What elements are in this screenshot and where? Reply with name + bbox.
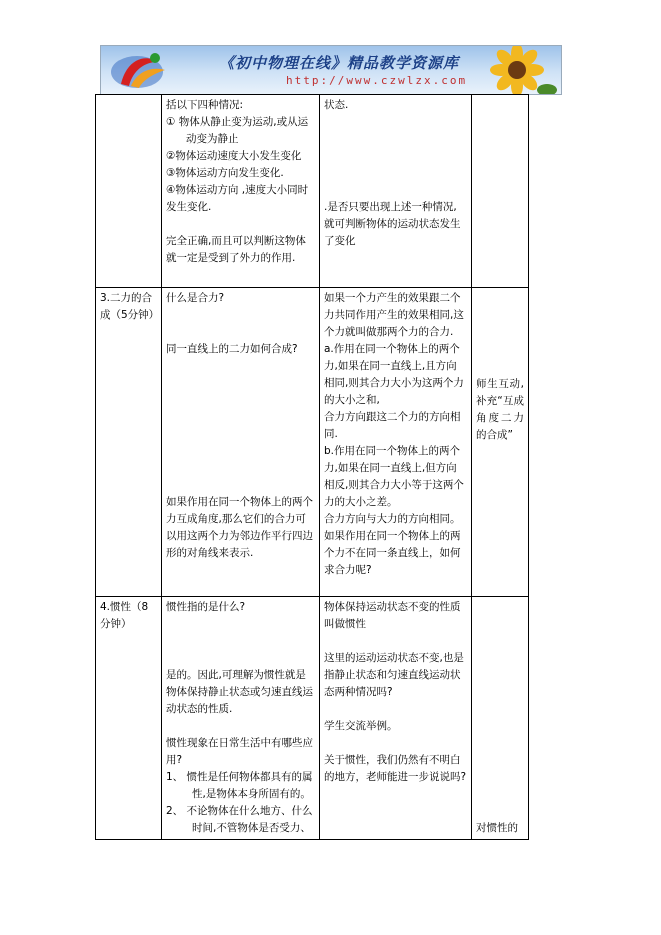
cell-student: 如果一个力产生的效果跟二个力共同作用产生的效果相同,这个力就叫做那两个力的合力. a.作用在同一个物体上的两个力,如果在同一直线上,且方向相同,则其合力大小为这两个力的大小之和, 合力方向跟这二个力的方向相同. b.作用在同一个物体上的两个力,如果在同一直线上,但方向相反,则其合力大小等于这两个力的大小之差。 合力方向与大力的方向相同。 如果作用在同一个物体上的两个力不在同一条直线上，如何求合力呢? bbox=[320, 288, 472, 597]
lesson-table bbox=[95, 94, 529, 840]
cell-section bbox=[96, 95, 162, 288]
cell-teacher: 括以下四种情况: ① 物体从静止变为运动,或从运动变为静止 ②物体运动速度大小发生变化 ③物体运动方向发生变化. ④物体运动方向 ,速度大小同时发生变化. 完全正确,而且可以判断这物体就一定是受到了外力的作用. bbox=[162, 95, 320, 288]
cell-teacher: 什么是合力? 同一直线上的二力如何合成? 如果作用在同一个物体上的两个力互成角度,那么它们的合力可以用这两个力为邻边作平行四边形的对角线来表示. bbox=[162, 288, 320, 597]
cell-notes: 对惯性的 bbox=[472, 597, 529, 840]
cell-notes bbox=[472, 95, 529, 288]
table-row bbox=[96, 288, 529, 597]
cell-section: 4.惯性（8分钟） bbox=[96, 597, 162, 840]
header-banner bbox=[100, 45, 562, 95]
site-logo bbox=[107, 48, 177, 92]
cell-notes: 师生互动,补充“互成角度二力的合成” bbox=[472, 288, 529, 597]
table-row bbox=[96, 95, 529, 288]
cell-student: 状态. .是否只要出现上述一种情况,就可判断物体的运动状态发生了变化 bbox=[320, 95, 472, 288]
site-title: 《初中物理在线》精品教学资源库 bbox=[219, 54, 460, 72]
cell-section: 3.二力的合成（5分钟） bbox=[96, 288, 162, 597]
table-row bbox=[96, 597, 529, 840]
cell-student: 物体保持运动状态不变的性质叫做惯性 这里的运动运动状态不变,也是指静止状态和匀速直线运动状态两种情况吗? 学生交流举例。 关于惯性，我们仍然有不明白的地方，老师能进一步说说吗? bbox=[320, 597, 472, 840]
sunflower-icon bbox=[477, 45, 557, 95]
cell-teacher: 惯性指的是什么? 是的。因此,可理解为惯性就是物体保持静止状态或匀速直线运动状态的性质. 惯性现象在日常生活中有哪些应用? 1、 惯性是任何物体都具有的属性,是物体本身所固有的。 2、 不论物体在什么地方、什么时间,不管物体是否受力、 bbox=[162, 597, 320, 840]
site-url[interactable]: http://www.czwlzx.com bbox=[286, 74, 468, 87]
